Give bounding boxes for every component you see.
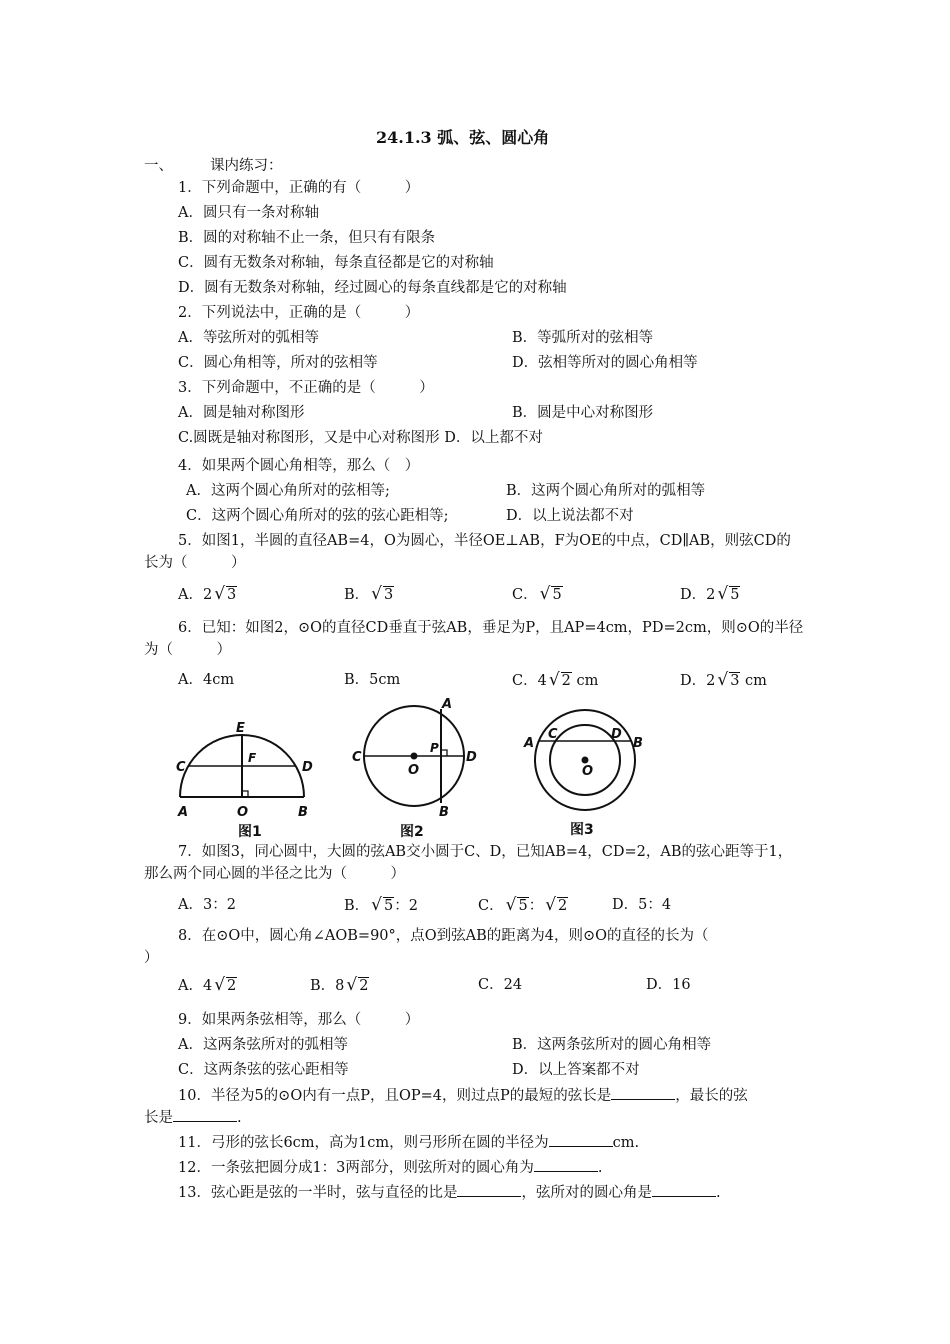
q12: 12．一条弦把圆分成1：3两部分，则弦所对的圆心角为 . <box>178 1157 603 1178</box>
q4-option-d: D．以上说法都不对 <box>506 508 634 524</box>
fig2-label-d: D <box>466 750 477 765</box>
q11-blank[interactable] <box>549 1132 613 1147</box>
q4-option-a: A．这两个圆心角所对的弦相等; <box>186 483 390 499</box>
q10-line1: 10．半径为5的⊙O内有一点P，且OP=4，则过点P的最短的弦长是 ，最长的弦 <box>178 1085 748 1106</box>
q5-option-d: D．2 √ 5 <box>680 584 740 604</box>
fig1-label-o: O <box>237 805 249 820</box>
q5-stem-line2: 长为（ ） <box>144 555 246 571</box>
figure-2 <box>352 697 477 840</box>
fig1-caption: 图1 <box>238 824 262 840</box>
q1-stem: 1．下列命题中，正确的有（ ） <box>178 180 420 196</box>
fig1-label-f: F <box>248 751 257 765</box>
fig3-caption: 图3 <box>570 822 594 838</box>
q4-option-c: C．这两个圆心角所对的弦的弦心距相等; <box>186 508 449 524</box>
fig1-label-a: A <box>178 805 189 820</box>
q9-option-a: A．这两条弦所对的弧相等 <box>178 1037 348 1053</box>
fig3-label-d: D <box>611 727 622 742</box>
q6-option-c: C．4 √ 2 cm <box>512 670 599 690</box>
section-number: 一、 <box>144 158 173 174</box>
q9-option-b: B．这两条弦所对的圆心角相等 <box>512 1037 712 1053</box>
q8-option-d: D．16 <box>646 977 691 993</box>
q8-option-b: B．8 √ 2 <box>310 975 369 995</box>
q9-option-d: D．以上答案都不对 <box>512 1062 640 1078</box>
section-label: 课内练习： <box>210 158 283 174</box>
q5-option-a: A．2 √ 3 <box>178 584 237 604</box>
q9-option-c: C．这两条弦的弦心距相等 <box>178 1062 349 1078</box>
q6-option-d: D．2 √ 3 cm <box>680 670 767 690</box>
q12-blank[interactable] <box>534 1157 598 1172</box>
q10-blank-2[interactable] <box>173 1107 237 1122</box>
q13: 13．弦心距是弦的一半时，弦与直径的比是 ，弦所对的圆心角是 . <box>178 1182 721 1203</box>
fig2-label-p: P <box>430 741 439 755</box>
q6-option-a: A．4cm <box>178 672 235 688</box>
q8-option-a: A．4 √ 2 <box>178 975 237 995</box>
q3-option-a: A．圆是轴对称图形 <box>178 405 305 421</box>
q8-stem-line2: ） <box>144 950 159 966</box>
q8-option-c: C．24 <box>478 977 523 993</box>
fig1-label-b: B <box>298 805 308 820</box>
q11: 11．弓形的弦长6cm，高为1cm，则弓形所在圆的半径为 cm. <box>178 1132 639 1153</box>
fig2-label-b: B <box>439 805 449 820</box>
q4-stem: 4．如果两个圆心角相等，那么（ ） <box>178 458 420 474</box>
q3-option-cd: C.圆既是轴对称图形，又是中心对称图形 D．以上都不对 <box>178 430 543 446</box>
fig3-label-b: B <box>633 736 643 751</box>
q7-option-d: D．5：4 <box>612 897 672 913</box>
q2-stem: 2．下列说法中，正确的是（ ） <box>178 305 420 321</box>
q3-stem: 3．下列命题中，不正确的是（ ） <box>178 380 434 396</box>
q1-option-a: A．圆只有一条对称轴 <box>178 205 319 221</box>
q7-option-b: B． √ 5：2 <box>344 895 418 915</box>
figure-3 <box>523 710 643 838</box>
q7-option-c: C． √ 5： √ 2 <box>478 895 568 915</box>
fig2-label-a: A <box>442 697 453 712</box>
fig3-label-a: A <box>524 736 535 751</box>
fig1-label-d: D <box>302 760 313 775</box>
q2-option-c: C．圆心角相等，所对的弦相等 <box>178 355 378 371</box>
q4-option-b: B．这两个圆心角所对的弧相等 <box>506 483 706 499</box>
q10-blank-1[interactable] <box>611 1085 675 1100</box>
q6-stem-line1: 6．已知：如图2，⊙O的直径CD垂直于弦AB，垂足为P，且AP=4cm，PD=2cm，则⊙O的半径 <box>178 620 804 636</box>
q1-option-d: D．圆有无数条对称轴，经过圆心的每条直线都是它的对称轴 <box>178 280 567 296</box>
q2-option-d: D．弦相等所对的圆心角相等 <box>512 355 698 371</box>
q8-stem-line1: 8．在⊙O中，圆心角∠AOB=90°，点O到弦AB的距离为4，则⊙O的直径的长为（ <box>178 928 709 944</box>
fig2-caption: 图2 <box>400 824 424 840</box>
fig3-label-o: O <box>582 764 594 779</box>
q7-stem-line2: 那么两个同心圆的半径之比为（ ） <box>144 866 405 882</box>
page-title: 24.1.3 弧、弦、圆心角 <box>376 128 550 147</box>
fig3-label-c: C <box>548 727 558 742</box>
q1-option-c: C．圆有无数条对称轴，每条直径都是它的对称轴 <box>178 255 494 271</box>
q3-option-b: B．圆是中心对称图形 <box>512 405 654 421</box>
q2-option-a: A．等弦所对的弧相等 <box>178 330 319 346</box>
fig1-label-c: C <box>176 760 186 775</box>
q5-option-b: B． √ 3 <box>344 584 394 604</box>
fig2-label-c: C <box>352 750 362 765</box>
q7-option-a: A．3：2 <box>178 897 236 913</box>
figures-area <box>0 695 950 845</box>
q6-option-b: B．5cm <box>344 672 401 688</box>
figure-1 <box>176 721 313 840</box>
q9-stem: 9．如果两条弦相等，那么（ ） <box>178 1012 420 1028</box>
q1-option-b: B．圆的对称轴不止一条，但只有有限条 <box>178 230 436 246</box>
q10-line2: 长是 . <box>144 1107 242 1128</box>
q13-blank-1[interactable] <box>457 1182 521 1197</box>
q5-option-c: C． √ 5 <box>512 584 562 604</box>
q7-stem-line1: 7．如图3，同心圆中，大圆的弦AB交小圆于C、D，已知AB=4，CD=2，AB的弦心距等于1， <box>178 844 793 860</box>
q13-blank-2[interactable] <box>652 1182 716 1197</box>
fig2-label-o: O <box>408 763 420 778</box>
q2-option-b: B．等弧所对的弦相等 <box>512 330 654 346</box>
fig1-label-e: E <box>236 721 245 736</box>
q5-stem-line1: 5．如图1，半圆的直径AB=4，O为圆心，半径OE⊥AB，F为OE的中点，CD∥AB，则弦CD的 <box>178 533 791 549</box>
q6-stem-line2: 为（ ） <box>144 642 231 658</box>
